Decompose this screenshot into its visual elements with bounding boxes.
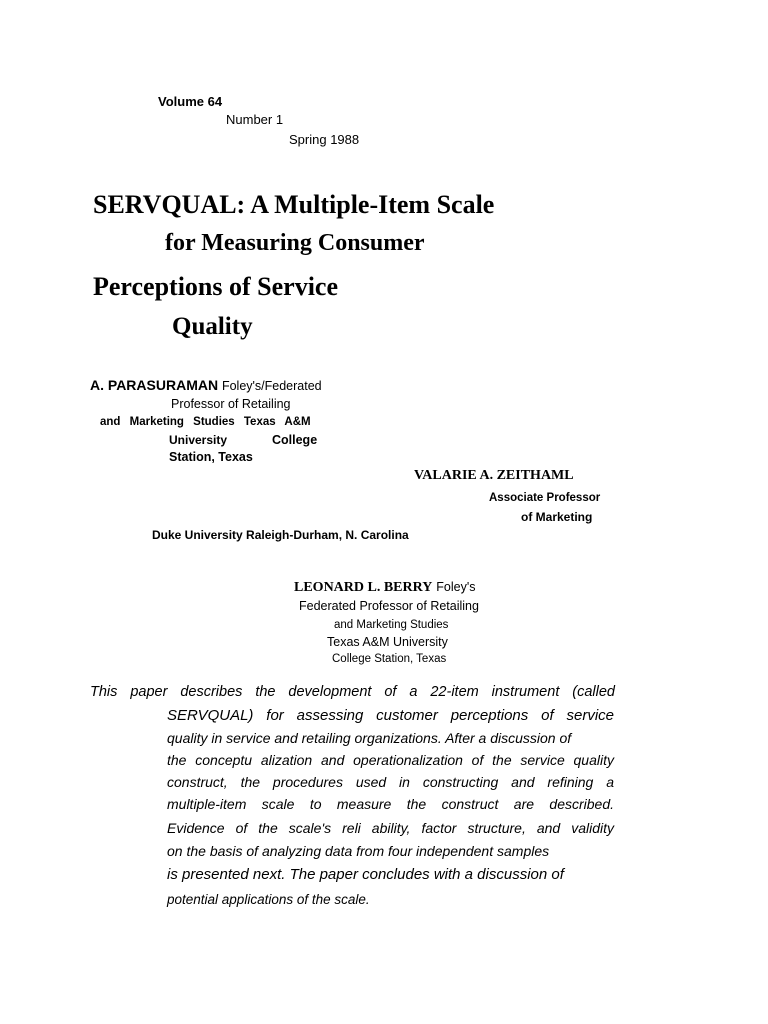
- author-1-location: Station, Texas: [169, 450, 253, 464]
- author-1-college: College: [272, 433, 318, 447]
- title-line-3: Perceptions of Service: [93, 272, 338, 301]
- abstract-line: is presented next. The paper concludes with a discussion of: [167, 866, 564, 883]
- author-3-department: and Marketing Studies: [334, 619, 449, 631]
- author-3-heading: [294, 578, 475, 596]
- author-3-university: Texas A&M University: [327, 635, 448, 649]
- author-3-affiliation-start: Foley's: [436, 580, 476, 594]
- abstract-line: on the basis of analyzing data from four independent samples: [167, 843, 550, 859]
- author-1-affiliation-start: Foley's/Federated: [221, 379, 322, 393]
- author-3-location: College Station, Texas: [332, 653, 447, 665]
- author-2-department: of Marketing: [521, 510, 593, 524]
- volume-label: Volume 64: [158, 94, 223, 109]
- author-2-name: VALARIE A. ZEITHAML: [414, 468, 574, 483]
- author-2-affiliation: Duke University Raleigh-Durham, N. Carolina: [152, 528, 409, 542]
- abstract-line: construct, the procedures used in constructing and refining a: [167, 774, 614, 790]
- author-1-name: A. PARASURAMAN: [90, 377, 219, 393]
- author-2-title: Associate Professor: [489, 492, 601, 504]
- author-3-name: LEONARD L. BERRY: [294, 580, 433, 595]
- title-line-4: Quality: [172, 313, 253, 340]
- abstract-line: the conceptu alization and operationalization of the service quality: [167, 752, 614, 768]
- abstract-line: quality in service and retailing organizations. After a discussion of: [167, 730, 572, 746]
- author-1-title: Professor of Retailing: [171, 397, 291, 411]
- abstract-line: potential applications of the scale.: [167, 892, 370, 907]
- season-label: Spring 1988: [289, 132, 360, 147]
- abstract-line: Evidence of the scale's reli ability, factor structure, and validity: [167, 820, 614, 836]
- title-line-2: for Measuring Consumer: [165, 230, 425, 256]
- author-1-heading: [90, 377, 322, 393]
- author-1-university: University: [169, 433, 228, 447]
- abstract-line: multiple-item scale to measure the construct are described.: [167, 796, 614, 812]
- title-line-1: SERVQUAL: A Multiple-Item Scale: [93, 190, 495, 219]
- number-label: Number 1: [226, 112, 284, 127]
- author-3-title: Federated Professor of Retailing: [299, 599, 479, 613]
- abstract-line: This paper describes the development of a 22-item instrument (called: [90, 684, 615, 700]
- abstract-line: SERVQUAL) for assessing customer perceptions of service: [167, 707, 614, 724]
- author-1-department: and Marketing Studies Texas A&M: [100, 416, 311, 428]
